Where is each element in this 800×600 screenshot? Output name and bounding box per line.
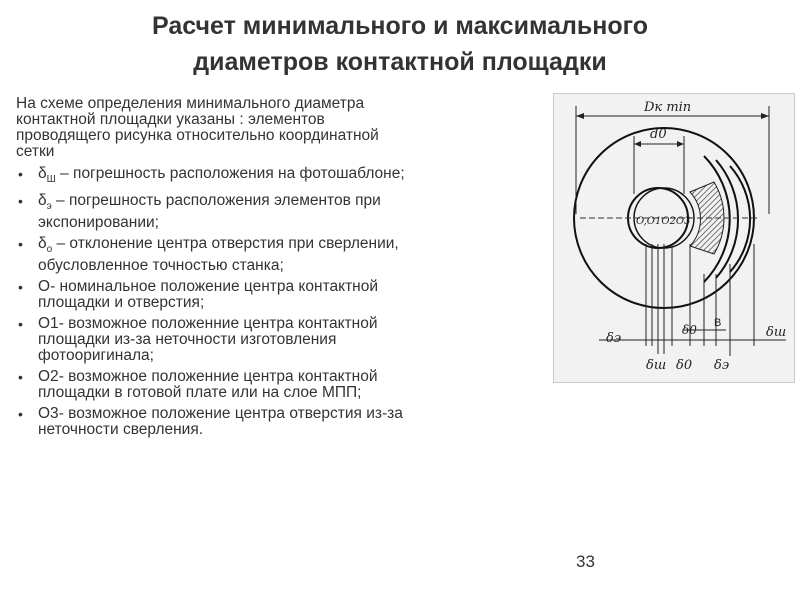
arrow-d0-left-icon — [634, 141, 641, 147]
bullet-symbol — [38, 192, 52, 212]
contact-pad-diagram — [553, 93, 795, 383]
intro-line-1: На схеме определения минимального диаметра — [16, 95, 365, 112]
bullet-text-line-3: фотооригинала; — [38, 347, 154, 364]
bullet-symbol: О3 — [38, 405, 59, 422]
bullet-o2 — [8, 369, 533, 401]
bullet-symbol — [38, 165, 56, 185]
intro-line-3: проводящего рисунка относительно координатной — [16, 127, 379, 144]
bullet-text-line-2: площадки и отверстия; — [38, 294, 205, 311]
symbol-letter: δ — [38, 235, 47, 252]
bullet-symbol — [38, 235, 53, 255]
symbol-subscript: Ш — [46, 174, 56, 185]
symbol-letter: δ — [38, 165, 47, 182]
symbol-subscript: э — [46, 201, 52, 212]
bullet-o3 — [8, 406, 533, 438]
bullet-text-line-1: – погрешность расположения элементов при — [51, 192, 381, 209]
bullet-delta-e — [8, 193, 533, 231]
slide-body — [8, 96, 533, 443]
intro-line-4: сетки — [16, 143, 55, 160]
symbol-subscript: о — [46, 244, 53, 255]
intro-line-2: контактной площадки указаны : элементов — [16, 111, 325, 128]
bullet-text-line-2: площадки из-за неточности изготовления — [38, 331, 337, 348]
bullet-text-line-1: - возможное положение центра отверстия из-за — [58, 405, 403, 422]
bullet-text-line-2: неточности сверления. — [38, 421, 204, 438]
bullet-list — [8, 166, 533, 438]
label-delta-0-mid: δ0 — [682, 323, 697, 337]
bullet-delta-sh — [8, 166, 533, 188]
label-delta-e-left: δэ — [606, 331, 622, 346]
bullet-symbol: О1 — [38, 315, 59, 332]
label-delta-e-bottom: δэ — [714, 358, 730, 373]
label-dk-min: Dк min — [644, 100, 692, 115]
bullet-text-line-2: обусловленное точностью станка; — [38, 257, 284, 274]
arrow-right-icon — [761, 113, 769, 119]
label-delta-sh-bottom: δш — [646, 358, 667, 373]
bullet-text-line-1: – погрешность расположения на фотошаблоне; — [55, 165, 405, 182]
label-d0: d0 — [650, 127, 667, 142]
bullet-text-line-2: экспонировании; — [38, 214, 159, 231]
bullet-symbol: О — [38, 278, 51, 295]
slide-title — [0, 8, 800, 80]
bullet-o1 — [8, 316, 533, 364]
bullet-symbol: О2 — [38, 368, 59, 385]
bullet-text-line-1: - возможное положенние центра контактной — [58, 368, 378, 385]
arrow-d0-right-icon — [677, 141, 684, 147]
page-number: 33 — [576, 552, 595, 571]
label-delta-sh-right: δш — [766, 325, 787, 340]
diagram-svg — [554, 94, 794, 382]
title-line-2: диаметров контактной площадки — [193, 48, 607, 76]
bullet-text-line-1: - возможное положенние центра контактной — [58, 315, 378, 332]
intro-paragraph — [16, 96, 533, 160]
bullet-text-line-1: - номинальное положение центра контактной — [50, 278, 379, 295]
bullet-text-line-1: – отклонение центра отверстия при сверлении, — [52, 235, 399, 252]
title-line-1: Расчет минимального и максимального — [152, 12, 648, 40]
label-b: B — [714, 317, 722, 329]
label-delta-0-bottom: δ0 — [676, 358, 693, 373]
bullet-text-line-2: площадки в готовой плате или на слое МПП; — [38, 384, 362, 401]
symbol-letter: δ — [38, 192, 47, 209]
bullet-o — [8, 279, 533, 311]
label-centers: O,O1O2O3 — [636, 216, 691, 227]
arrow-left-icon — [576, 113, 584, 119]
bullet-delta-o — [8, 236, 533, 274]
